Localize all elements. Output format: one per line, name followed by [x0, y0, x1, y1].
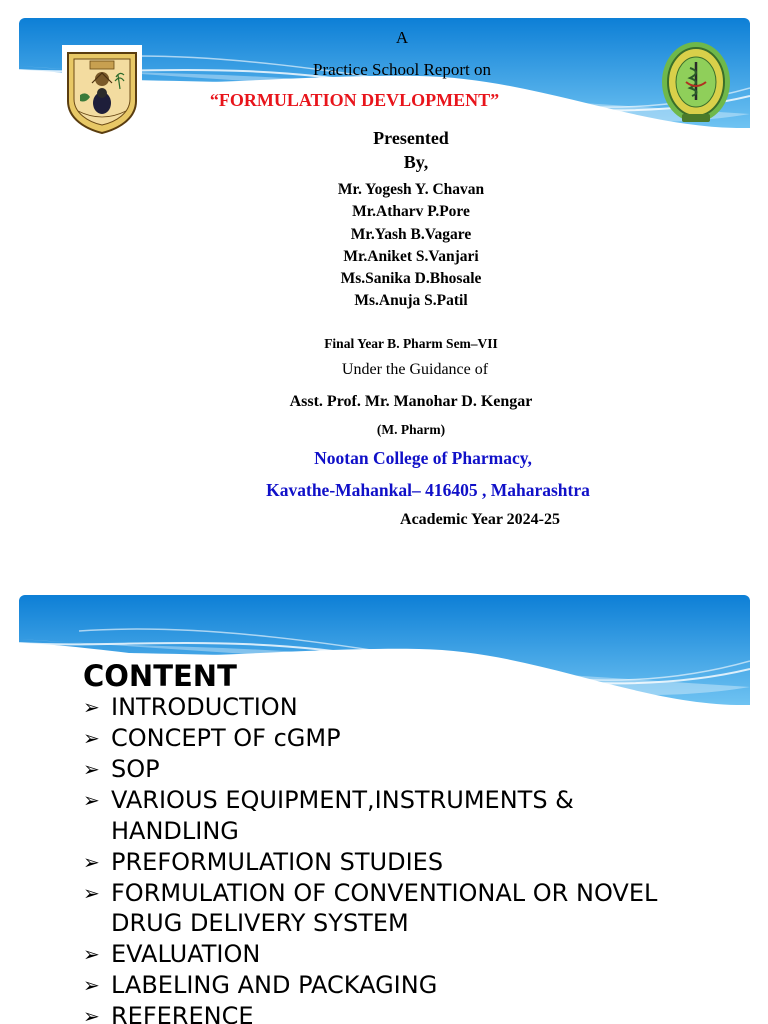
arrowhead-bullet-icon: ➢: [83, 726, 100, 750]
by-label: By,: [403, 152, 429, 172]
student-name: Mr.Yash B.Vagare: [350, 225, 472, 243]
guidance-line: Under the Guidance of: [341, 361, 489, 378]
college-emblem-logo: [660, 38, 732, 126]
list-item: ➢ LABELING AND PACKAGING: [83, 971, 438, 999]
list-item: ➢ INTRODUCTION: [83, 693, 298, 721]
list-item: ➢ VARIOUS EQUIPMENT,INSTRUMENTS & HANDLING: [83, 786, 574, 845]
academic-year: Academic Year 2024-25: [400, 511, 560, 528]
arrowhead-bullet-icon: ➢: [83, 849, 100, 874]
list-item: ➢ EVALUATION: [83, 940, 261, 968]
arrowhead-bullet-icon: ➢: [83, 757, 100, 781]
arrowhead-bullet-icon: ➢: [83, 695, 100, 719]
student-name: Mr.Atharv P.Pore: [352, 203, 470, 221]
student-name: Ms.Sanika D.Bhosale: [340, 270, 482, 288]
year-line: Final Year B. Pharm Sem–VII: [324, 336, 498, 351]
list-item: ➢ PREFORMULATION STUDIES: [83, 847, 444, 876]
arrowhead-bullet-icon: ➢: [83, 788, 100, 812]
guide-degree: (M. Pharm): [376, 422, 446, 437]
college-address: Kavathe-Mahankal– 416405 , Maharashtra: [266, 480, 590, 500]
student-list: [19, 179, 750, 313]
college-name: Nootan College of Pharmacy,: [314, 448, 532, 468]
title-slide: [19, 18, 750, 563]
student-name: Mr.Aniket S.Vanjari: [343, 247, 479, 265]
list-item: ➢ SOP: [83, 755, 160, 783]
student-name: Ms.Anuja S.Patil: [354, 292, 468, 310]
presented-label: Presented: [373, 128, 449, 148]
student-name: Mr. Yogesh Y. Chavan: [337, 181, 485, 198]
line-a: A: [395, 28, 409, 47]
report-line: Practice School Report on: [313, 60, 491, 79]
content-heading: CONTENT: [83, 659, 237, 693]
list-item: ➢ FORMULATION OF CONVENTIONAL OR NOVEL DRUG DELIVERY SYSTEM: [83, 878, 658, 937]
guide-name: Asst. Prof. Mr. Manohar D. Kengar: [289, 393, 533, 410]
arrowhead-bullet-icon: ➢: [83, 973, 100, 997]
report-title: “FORMULATION DEVLOPMENT”: [209, 90, 500, 110]
content-list: [83, 692, 683, 1024]
content-slide: [19, 595, 750, 1024]
arrowhead-bullet-icon: ➢: [83, 880, 100, 905]
list-item: ➢ REFERENCE: [83, 1001, 683, 1024]
list-item: ➢ CONCEPT OF cGMP: [83, 724, 341, 752]
arrowhead-bullet-icon: ➢: [83, 1004, 100, 1024]
arrowhead-bullet-icon: ➢: [83, 942, 100, 966]
